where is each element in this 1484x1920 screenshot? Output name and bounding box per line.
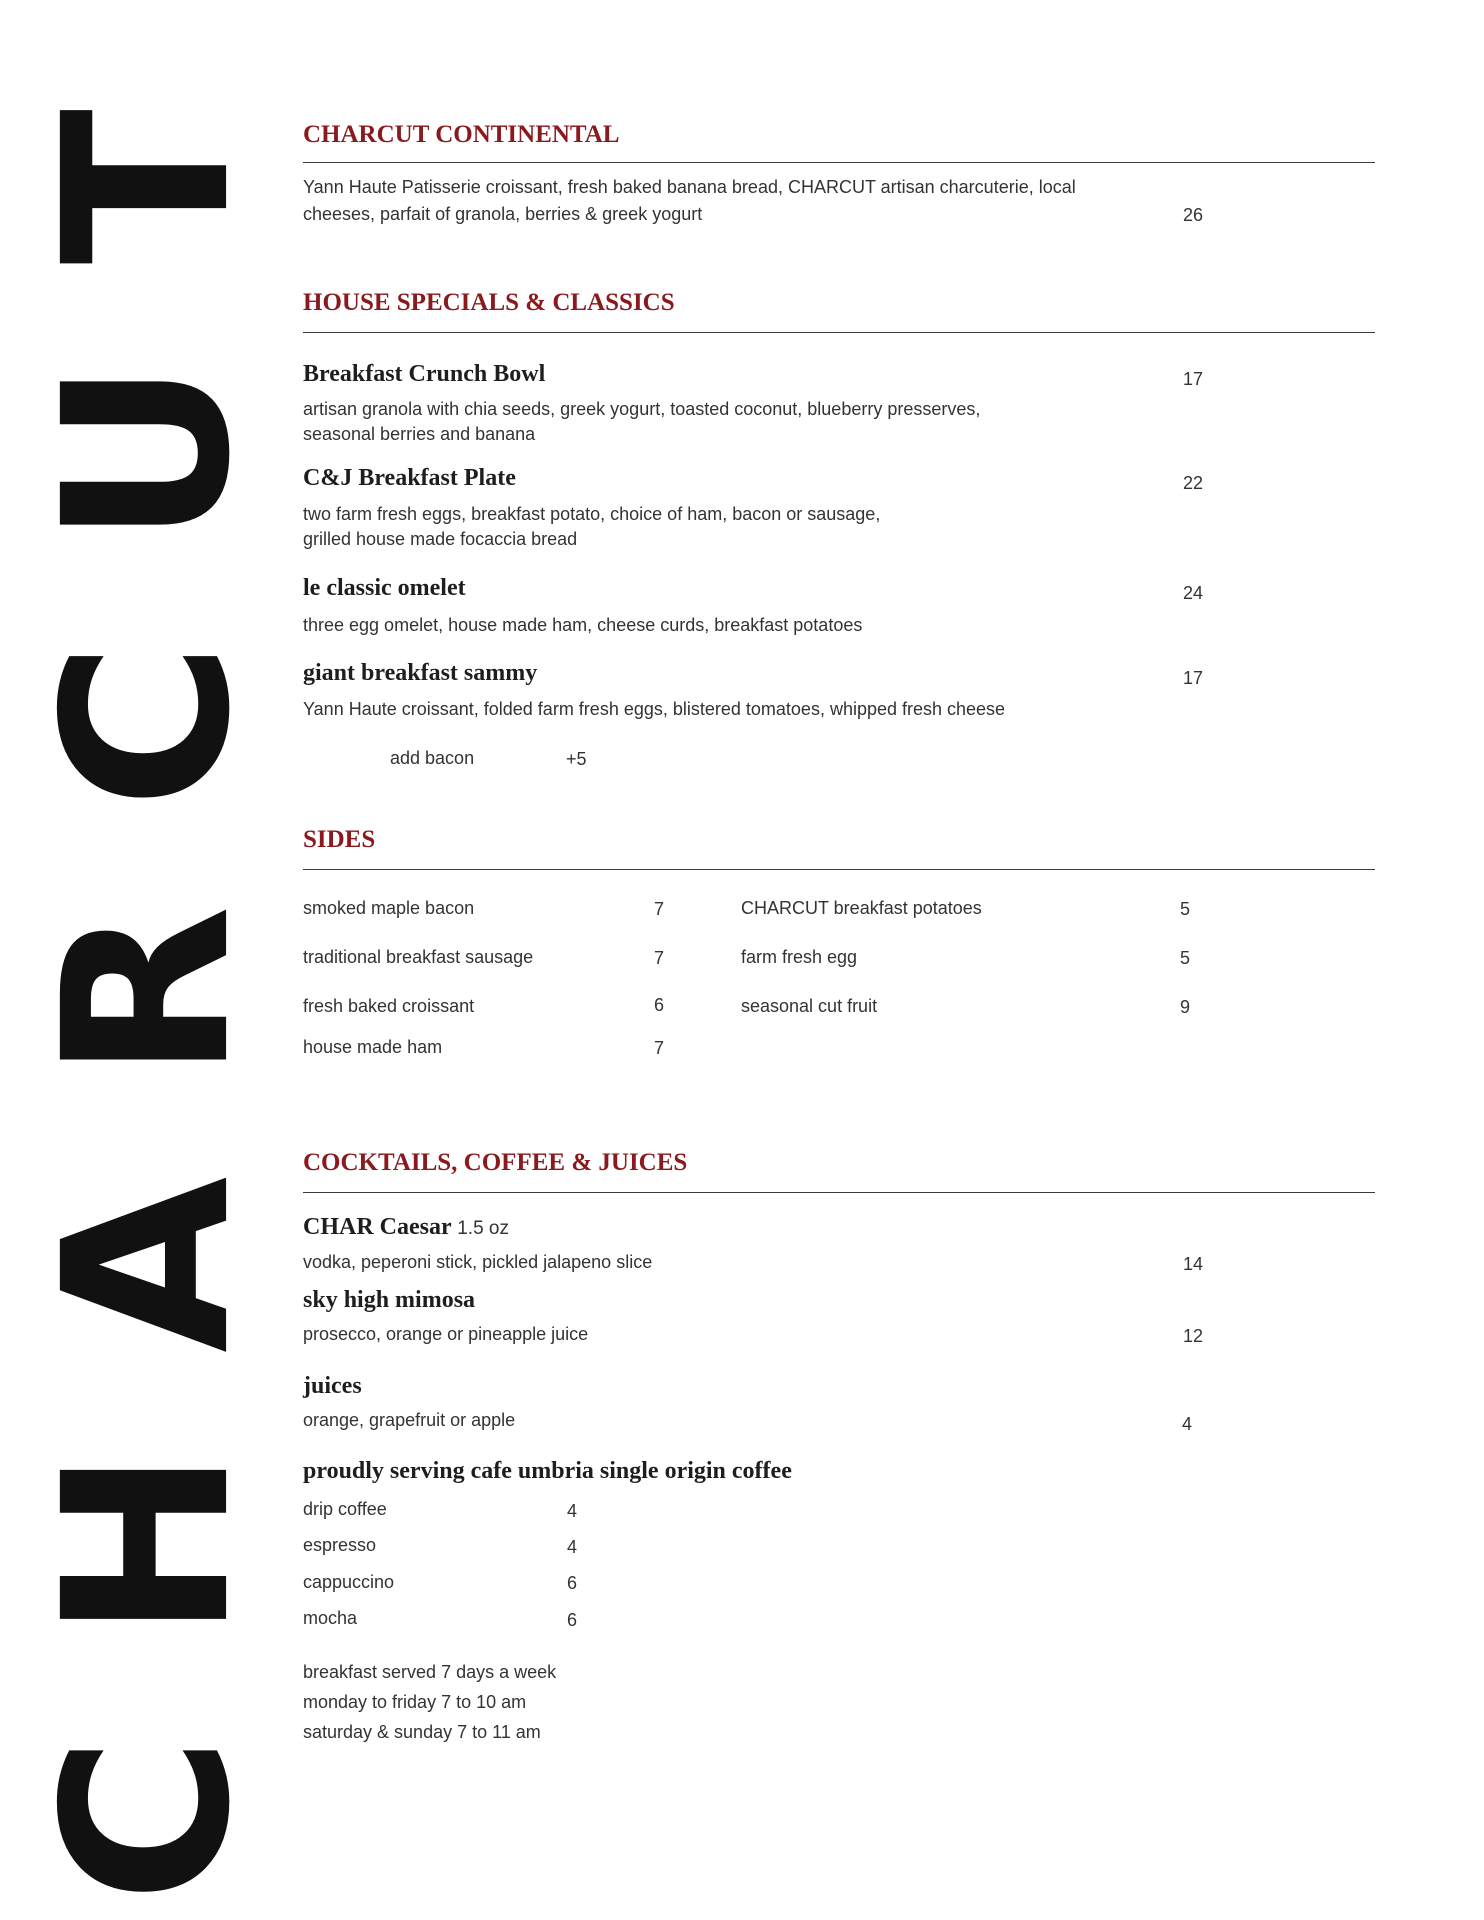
side-item-name: traditional breakfast sausage bbox=[303, 947, 534, 967]
drink-desc: prosecco, orange or pineapple juice bbox=[303, 1324, 589, 1344]
drink-item-name bbox=[303, 1214, 509, 1241]
drink-item-name: juices bbox=[303, 1373, 362, 1399]
side-item-price: 7 bbox=[654, 899, 665, 919]
menu-item-price: 17 bbox=[1183, 369, 1204, 389]
drink-name: CHAR Caesar bbox=[303, 1214, 452, 1240]
drink-price: 12 bbox=[1183, 1326, 1204, 1346]
addon-label: add bacon bbox=[390, 748, 475, 768]
hours-line: saturday & sunday 7 to 11 am bbox=[303, 1722, 541, 1742]
side-item-price: 6 bbox=[654, 995, 665, 1015]
brand-name: CHARCUT bbox=[14, 12, 280, 1904]
section-title-continental: CHARCUT CONTINENTAL bbox=[303, 121, 620, 148]
side-item-name: house made ham bbox=[303, 1037, 443, 1057]
menu-item-price: 24 bbox=[1183, 583, 1204, 603]
continental-desc-line1: Yann Haute Patisserie croissant, fresh baked banana bread, CHARCUT artisan charcuterie, local bbox=[303, 177, 1076, 197]
coffee-item-price: 6 bbox=[567, 1573, 578, 1593]
coffee-heading: proudly serving cafe umbria single origin coffee bbox=[303, 1458, 792, 1484]
drink-price: 4 bbox=[1182, 1414, 1193, 1434]
section-title-sides: SIDES bbox=[303, 826, 376, 853]
side-item-price: 7 bbox=[654, 948, 665, 968]
coffee-item-name: drip coffee bbox=[303, 1499, 387, 1519]
side-item-name: fresh baked croissant bbox=[303, 996, 475, 1016]
drink-desc: vodka, peperoni stick, pickled jalapeno slice bbox=[303, 1252, 653, 1272]
continental-desc-line2: cheeses, parfait of granola, berries & greek yogurt bbox=[303, 204, 703, 224]
drink-price: 14 bbox=[1183, 1254, 1204, 1274]
coffee-item-price: 4 bbox=[567, 1501, 578, 1521]
coffee-item-price: 6 bbox=[567, 1610, 578, 1630]
menu-item-desc: Yann Haute croissant, folded farm fresh eggs, blistered tomatoes, whipped fresh cheese bbox=[303, 699, 1006, 719]
menu-item-price: 17 bbox=[1183, 668, 1204, 688]
side-item-price: 5 bbox=[1180, 899, 1191, 919]
section-title-drinks: COCKTAILS, COFFEE & JUICES bbox=[303, 1149, 688, 1176]
hours-line: monday to friday 7 to 10 am bbox=[303, 1692, 527, 1712]
menu-item-desc: three egg omelet, house made ham, cheese curds, breakfast potatoes bbox=[303, 615, 863, 635]
drink-desc: orange, grapefruit or apple bbox=[303, 1410, 516, 1430]
section-divider bbox=[303, 332, 1375, 333]
coffee-item-name: cappuccino bbox=[303, 1572, 395, 1592]
coffee-item-name: espresso bbox=[303, 1535, 377, 1555]
section-divider bbox=[303, 1192, 1375, 1193]
continental-price: 26 bbox=[1183, 205, 1204, 225]
menu-item-desc: grilled house made focaccia bread bbox=[303, 529, 578, 549]
menu-item-name: giant breakfast sammy bbox=[303, 660, 538, 686]
drink-size: 1.5 oz bbox=[457, 1218, 509, 1239]
menu-item-name: Breakfast Crunch Bowl bbox=[303, 361, 546, 387]
menu-item-desc: seasonal berries and banana bbox=[303, 424, 536, 444]
section-divider bbox=[303, 869, 1375, 870]
menu-item-name: C&J Breakfast Plate bbox=[303, 465, 516, 491]
section-divider bbox=[303, 162, 1375, 163]
menu-item-desc: two farm fresh eggs, breakfast potato, choice of ham, bacon or sausage, bbox=[303, 504, 881, 524]
side-item-price: 9 bbox=[1180, 997, 1191, 1017]
menu-item-name: le classic omelet bbox=[303, 575, 466, 601]
section-title-house-specials: HOUSE SPECIALS & CLASSICS bbox=[303, 289, 675, 316]
brand-wordmark bbox=[14, 12, 280, 1904]
coffee-item-price: 4 bbox=[567, 1537, 578, 1557]
menu-item-desc: artisan granola with chia seeds, greek yogurt, toasted coconut, blueberry presserves, bbox=[303, 399, 981, 419]
addon-price: +5 bbox=[566, 749, 587, 769]
side-item-price: 5 bbox=[1180, 948, 1191, 968]
coffee-item-name: mocha bbox=[303, 1608, 358, 1628]
side-item-price: 7 bbox=[654, 1038, 665, 1058]
menu-item-price: 22 bbox=[1183, 473, 1204, 493]
side-item-name: farm fresh egg bbox=[741, 947, 858, 967]
side-item-name: smoked maple bacon bbox=[303, 898, 475, 918]
side-item-name: CHARCUT breakfast potatoes bbox=[741, 898, 982, 918]
drink-item-name: sky high mimosa bbox=[303, 1287, 476, 1313]
hours-line: breakfast served 7 days a week bbox=[303, 1662, 557, 1682]
side-item-name: seasonal cut fruit bbox=[741, 996, 878, 1016]
